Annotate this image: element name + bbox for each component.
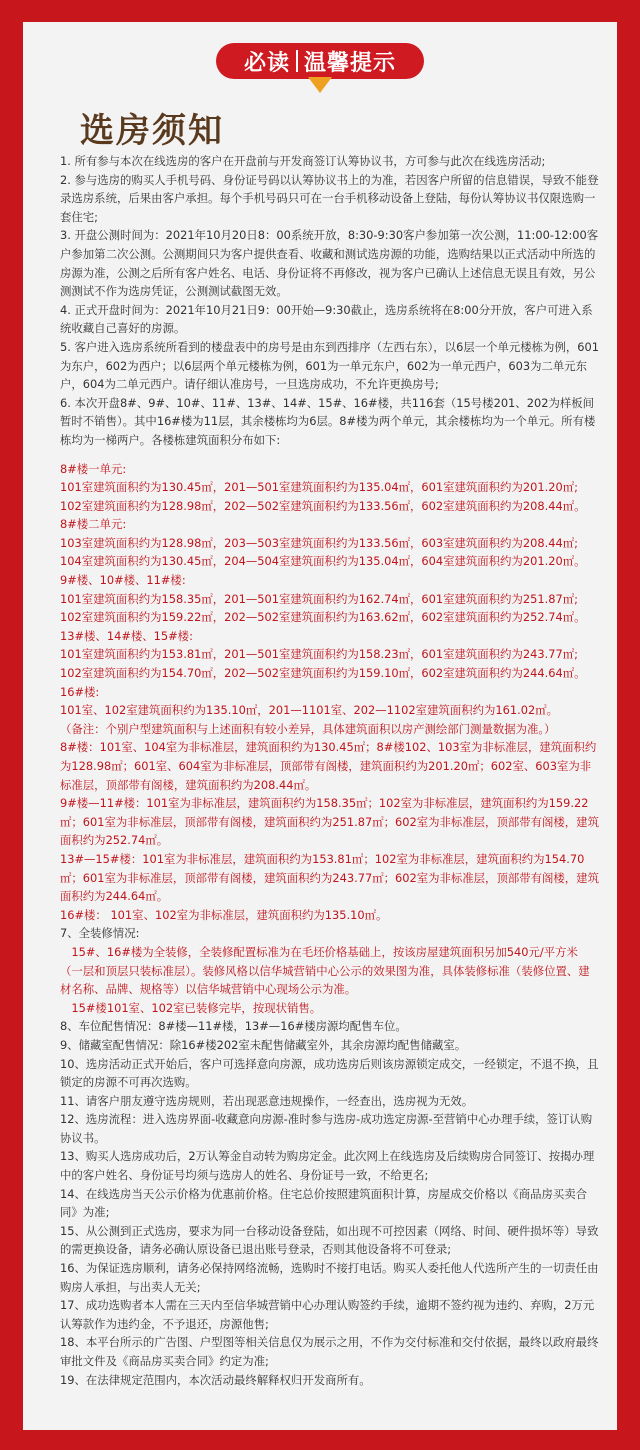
notice-item: 104室建筑面积约为130.45㎡，204—504室建筑面积约为135.04㎡，604室建筑面积约为201.20㎡。 [60, 554, 586, 569]
header-banner [216, 43, 424, 93]
notice-item: 8#楼：101室、104室为非标准层，建筑面积约为130.45㎡；8#楼102、103室为非标准层，建筑面积约为128.98㎡；601室、604室为非标准层，顶部带有阁楼，建筑面积约为201.20㎡；602室、603室为非标准层，顶部带有阁楼，建筑面积约为208.44㎡。 [60, 740, 597, 792]
notice-item: 13、购买人选房成功后，2万认筹金自动转为购房定金。此次网上在线选房及后续购房合同签订、按揭办理中的客户姓名、身份证号均须与选房人的姓名、身份证号一致，不给更名; [60, 1149, 595, 1183]
notice-item: 16#楼： 101室、102室为非标准层，建筑面积约为135.10㎡。 [60, 907, 388, 922]
notice-item: 9、储藏室配售情况：除16#楼202室未配售储藏室外，其余房源均配售储藏室。 [60, 1037, 467, 1052]
notice-item: 101室建筑面积约为158.35㎡，201—501室建筑面积约为162.74㎡，601室建筑面积约为251.87㎡; [60, 591, 578, 606]
notice-item: 14、在线选房当天公示价格为优惠前价格。住宅总价按照建筑面积计算，房屋成交价格以《商品房买卖合同》为准; [60, 1186, 588, 1220]
notice-item: 103室建筑面积约为128.98㎡，203—503室建筑面积约为133.56㎡，603室建筑面积约为208.44㎡; [60, 535, 578, 550]
banner-right-text: 温馨提示 [304, 49, 397, 76]
spacer [60, 450, 600, 460]
notice-item: 101室建筑面积约为130.45㎡，201—501室建筑面积约为135.04㎡，601室建筑面积约为201.20㎡; [60, 480, 578, 495]
notice-item: 13#—15#楼：101室为非标准层，建筑面积约为153.81㎡；102室为非标准层，建筑面积约为154.70㎡；601室为非标准层，顶部带有阁楼，建筑面积约为243.77㎡；602室为非标准层，顶部带有阁楼，建筑面积约为244.64㎡。 [60, 851, 599, 904]
notice-item: 1. 所有参与本次在线选房的客户在开盘前与开发商签订认筹协议书，方可参与此次在线选房活动; [60, 154, 546, 168]
banner-left-text: 必读 [243, 49, 290, 76]
notice-item: 12、选房流程：进入选房界面-收藏意向房源-准时参与选房-成功选定房源-至营销中心办理手续，签订认购协议书。 [60, 1112, 593, 1145]
notice-item: 8#楼二单元: [60, 517, 127, 532]
notice-item: 10、选房活动正式开始后，客户可选择意向房源，成功选房后则该房源锁定成交，一经锁定，不退不换，且锁定的房源不可再次选购。 [60, 1056, 599, 1090]
page-title: 选房须知 [80, 111, 224, 151]
notice-list [60, 152, 600, 1389]
notice-item: 5. 客户进入选房系统所看到的楼盘表中的房号是由东到西排序（左西右东），以6层一个单元楼栋为例，601为东户，602为西户；以6层两个单元楼栋为例，601为一单元东户，602为一单元西户，603为二单元东户，604为二单元西户。请仔细认准房号，一旦选房成功，不允许更换房号; [60, 339, 599, 392]
notice-item: 6. 本次开盘8#、9#、10#、11#、13#、14#、15#、16#楼，共116套（15号楼201、202为样板间暂时不销售）。其中16#楼为11层，其余楼栋均为6层。8#楼为两个单元，其余楼栋均为一个单元。所有楼栋均为一梯两户。各楼栋建筑面积分布如下: [60, 395, 596, 447]
notice-item: （备注：个别户型建筑面积与上述面积有较小差异，具体建筑面积以房产测绘部门测量数据为准。） [60, 721, 556, 736]
notice-item: 15、从公测到正式选房，要求为同一台移动设备登陆，如出现不可控因素（网络、时间、硬件损坏等）导致的需更换设备，请务必确认原设备已退出账号登录，否则其他设备将不可登录; [60, 1223, 599, 1257]
notice-item: 2. 参与选房的购买人手机号码、身份证号码以认筹协议书上的为准，若因客户所留的信息错误，导致不能登录选房系统，后果由客户承担。每个手机号码只可在一台手机移动设备上登陆，每份认筹协议书仅限选购一套住宅; [60, 172, 599, 224]
notice-item: 15#、16#楼为全装修，全装修配置标准为在毛坯价格基础上，按该房屋建筑面积另加540元/平方米（一层和顶层只装标准层）。装修风格以信华城营销中心公示的效果图为准，具体装修标准（装修位置、建材名称、品牌、规格等）以信华城营销中心现场公示为准。 [60, 944, 590, 997]
notice-item: 102室建筑面积约为154.70㎡，202—502室建筑面积约为159.10㎡，602室建筑面积约为244.64㎡。 [60, 666, 586, 681]
notice-item: 11、请客户朋友遵守选房规则，若出现恶意违规操作，一经查出，选房视为无效。 [60, 1093, 474, 1108]
notice-item: 4. 正式开盘时间为：2021年10月21日9：00开始—9:30截止，选房系统将在8:00分开放，客户可进入系统收藏自己喜好的房源。 [60, 302, 593, 336]
notice-item: 16#楼: [60, 684, 100, 699]
notice-item: 19、在法律规定范围内，本次活动最终解释权归开发商所有。 [60, 1372, 371, 1387]
notice-item: 101室、102室建筑面积约为135.10㎡，201—1101室、202—1102室建筑面积约为161.02㎡。 [60, 703, 559, 718]
notice-item: 8#楼一单元: [60, 461, 127, 476]
notice-item: 16、为保证选房顺利，请务必保持网络流畅，选购时不接打电话。购买人委托他人代选所产生的一切责任由购房人承担，与出卖人无关; [60, 1261, 599, 1294]
notice-item: 17、成功选购者本人需在三天内至信华城营销中心办理认购签约手续，逾期不签约视为违约、弃购，2万元认筹款作为违约金，不予退还，房源他售; [60, 1298, 595, 1331]
banner-pointer-icon [308, 77, 332, 93]
banner-divider [296, 50, 298, 72]
notice-item: 7、全装修情况: [60, 926, 140, 941]
notice-item: 9#楼、10#楼、11#楼: [60, 573, 186, 588]
notice-item: 15#楼101室、102室已装修完毕，按现状销售。 [60, 1000, 322, 1015]
banner-pill [216, 43, 424, 79]
notice-item: 101室建筑面积约为153.81㎡，201—501室建筑面积约为158.23㎡，601室建筑面积约为243.77㎡; [60, 647, 578, 662]
notice-item: 102室建筑面积约为128.98㎡，202—502室建筑面积约为133.56㎡，602室建筑面积约为208.44㎡。 [60, 498, 586, 513]
notice-item: 13#楼、14#楼、15#楼: [60, 628, 193, 643]
notice-item: 8、车位配售情况：8#楼—11#楼，13#—16#楼房源均配售车位。 [60, 1019, 407, 1034]
notice-item: 3. 开盘公测时间为：2021年10月20日8：00系统开放，8:30-9:30客户参加第一次公测，11:00-12:00客户参加第二次公测。公测期间只为客户提供查看、收藏和测试选房源的功能，选购结果以正式活动中所选的房源为准，公测之后所有客户姓名、电话、身份证将不再修改，视为客户已确认上述信息无误且有效，另公测测试不作为选房凭证，公测测试截图无效。 [60, 228, 599, 299]
notice-item: 102室建筑面积约为159.22㎡，202—502室建筑面积约为163.62㎡，602室建筑面积约为252.74㎡。 [60, 610, 586, 625]
notice-item: 18、本平台所示的广告图、户型图等相关信息仅为展示之用，不作为交付标准和交付依据，最终以政府最终审批文件及《商品房买卖合同》约定为准; [60, 1335, 599, 1368]
notice-item: 9#楼—11#楼：101室为非标准层，建筑面积约为158.35㎡；102室为非标准层，建筑面积约为159.22㎡；601室为非标准层，顶部带有阁楼，建筑面积约为251.87㎡；602室为非标准层，顶部带有阁楼，建筑面积约为252.74㎡。 [60, 796, 599, 848]
